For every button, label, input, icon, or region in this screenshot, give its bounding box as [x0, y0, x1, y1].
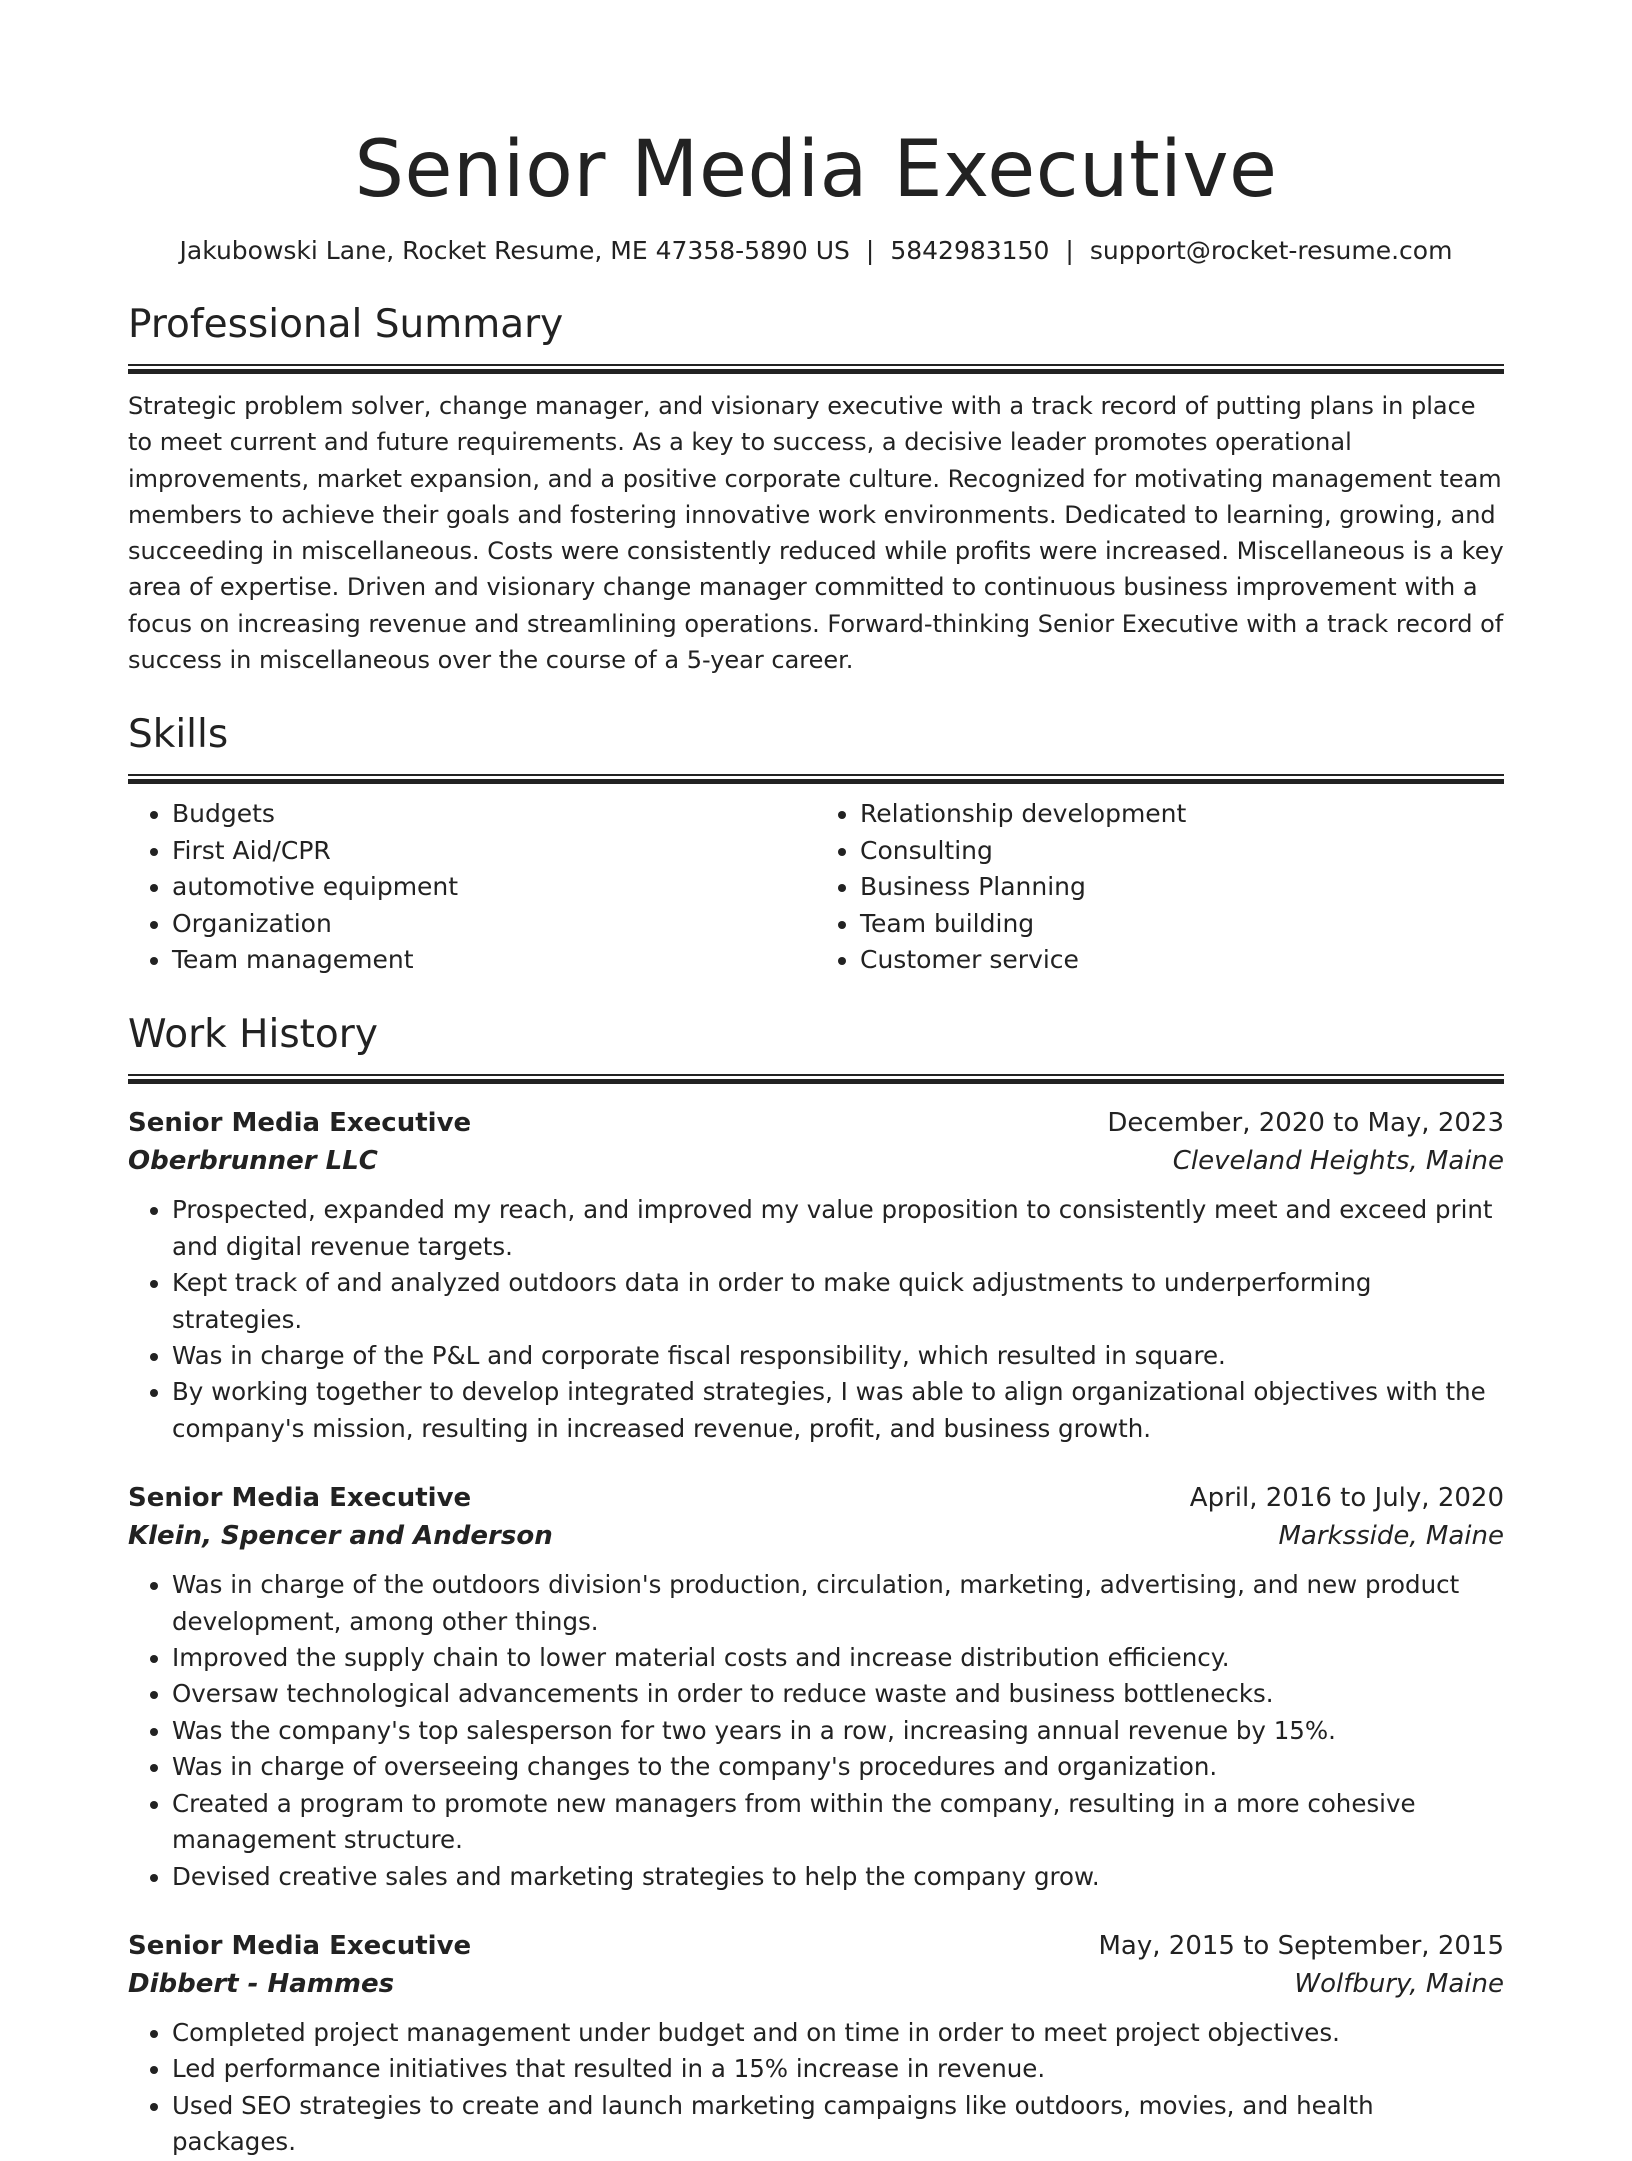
job-bullet: • Was the company's top salesperson for two years in a row, increasing annual revenue by 15%.: [172, 1713, 1504, 1749]
job-header-row: [128, 1104, 1504, 1142]
job-title: Senior Media Executive: [128, 1483, 472, 1514]
summary-text: Strategic problem solver, change manager, and visionary executive with a track record of putting plans in place to meet current and future requirements. As a key to success, a decisive leader promotes operational improvements, market expansion, and a positive corporate culture. Recognized for motivating management team members to achieve their goals and fostering innovative work environments. Dedicated to learning, growing, and succeeding in miscellaneous. Costs were consistently reduced while profits were increased. Miscellaneous is a key area of expertise. Driven and visionary change manager committed to continuous business improvement with a focus on increasing revenue and streamlining operations. Forward-thinking Senior Executive with a track record of success in miscellaneous over the course of a 5-year career.: [128, 392, 1504, 675]
section-title-work-history: Work History: [128, 1012, 378, 1058]
job-header-row: [128, 1927, 1504, 1965]
job-title: Senior Media Executive: [128, 1930, 472, 1961]
section-divider: [128, 1074, 1504, 1084]
skill-item: • Consulting: [860, 833, 1504, 869]
skill-item: • Team management: [172, 942, 816, 978]
job-company-row: [128, 1142, 1504, 1180]
job-bullet: • Completed project management under budget and on time in order to meet project objectives.: [172, 2015, 1504, 2051]
contact-separator: |: [865, 236, 875, 265]
skill-item: • Budgets: [172, 796, 816, 832]
job-bullet: • Used SEO strategies to create and launch marketing campaigns like outdoors, movies, and health packages.: [172, 2088, 1504, 2161]
job-bullet: • Devised creative sales and marketing strategies to help the company grow.: [172, 1859, 1504, 1895]
job-entry: [128, 1104, 1504, 1447]
contact-separator: |: [1065, 236, 1074, 265]
skill-item: • Business Planning: [860, 869, 1504, 905]
contact-address: Jakubowski Lane, Rocket Resume, ME 47358-5890 US: [179, 236, 850, 265]
job-company: Dibbert - Hammes: [128, 1968, 395, 1999]
job-bullets: [128, 1192, 1504, 1447]
contact-line: [128, 234, 1504, 268]
job-location: Cleveland Heights, Maine: [1172, 1146, 1504, 1177]
job-company: Oberbrunner LLC: [128, 1146, 378, 1177]
job-bullet: • Oversaw technological advancements in order to reduce waste and business bottlenecks.: [172, 1676, 1504, 1712]
skills-list-left: [128, 796, 816, 978]
job-entry: [128, 1927, 1504, 2161]
job-location: Marksside, Maine: [1278, 1521, 1504, 1552]
skill-item: • Organization: [172, 906, 816, 942]
job-company-row: [128, 1517, 1504, 1555]
section-title-skills: Skills: [128, 712, 229, 758]
job-location: Wolfbury, Maine: [1294, 1968, 1504, 1999]
skill-item: • Team building: [860, 906, 1504, 942]
job-bullet: • Led performance initiatives that resulted in a 15% increase in revenue.: [172, 2051, 1504, 2087]
section-divider: [128, 774, 1504, 784]
job-dates: December, 2020 to May, 2023: [1107, 1108, 1504, 1139]
job-bullet: • Was in charge of overseeing changes to the company's procedures and organization.: [172, 1749, 1504, 1785]
job-company: Klein, Spencer and Anderson: [128, 1521, 553, 1552]
contact-phone: 5842983150: [890, 236, 1050, 265]
job-bullet: • Created a program to promote new managers from within the company, resulting in a more cohesive management structure.: [172, 1786, 1504, 1859]
job-bullet: • Was in charge of the P&L and corporate fiscal responsibility, which resulted in square.: [172, 1338, 1504, 1374]
job-bullet: • Prospected, expanded my reach, and improved my value proposition to consistently meet and exceed print and digital revenue targets.: [172, 1192, 1504, 1265]
job-bullet: • By working together to develop integrated strategies, I was able to align organizational objectives with the company's mission, resulting in increased revenue, profit, and business growth.: [172, 1374, 1504, 1447]
skill-item: • Relationship development: [860, 796, 1504, 832]
skills-list-right: [816, 796, 1504, 978]
job-bullet: • Kept track of and analyzed outdoors data in order to make quick adjustments to underperforming strategies.: [172, 1265, 1504, 1338]
skill-item: • Customer service: [860, 942, 1504, 978]
professional-summary-section: [128, 300, 1504, 678]
job-entry: [128, 1479, 1504, 1895]
work-history-section: [128, 1010, 1504, 2160]
job-title: Senior Media Executive: [128, 1108, 472, 1139]
job-bullet: • Improved the supply chain to lower material costs and increase distribution efficiency.: [172, 1640, 1504, 1676]
job-dates: May, 2015 to September, 2015: [1098, 1930, 1504, 1961]
skill-item: • First Aid/CPR: [172, 833, 816, 869]
job-bullets: [128, 2015, 1504, 2161]
skills-section: [128, 710, 1504, 978]
section-divider: [128, 364, 1504, 374]
job-bullets: [128, 1567, 1504, 1895]
job-company-row: [128, 1965, 1504, 2003]
skill-item: • automotive equipment: [172, 869, 816, 905]
skills-columns: [128, 796, 1504, 978]
job-dates: April, 2016 to July, 2020: [1189, 1483, 1504, 1514]
job-header-row: [128, 1479, 1504, 1517]
section-title-summary: Professional Summary: [128, 302, 564, 347]
contact-email: support@rocket-resume.com: [1089, 236, 1453, 265]
resume-name: Senior Media Executive: [354, 125, 1278, 215]
job-bullet: • Was in charge of the outdoors division's production, circulation, marketing, advertising, and new product development, among other things.: [172, 1567, 1504, 1640]
